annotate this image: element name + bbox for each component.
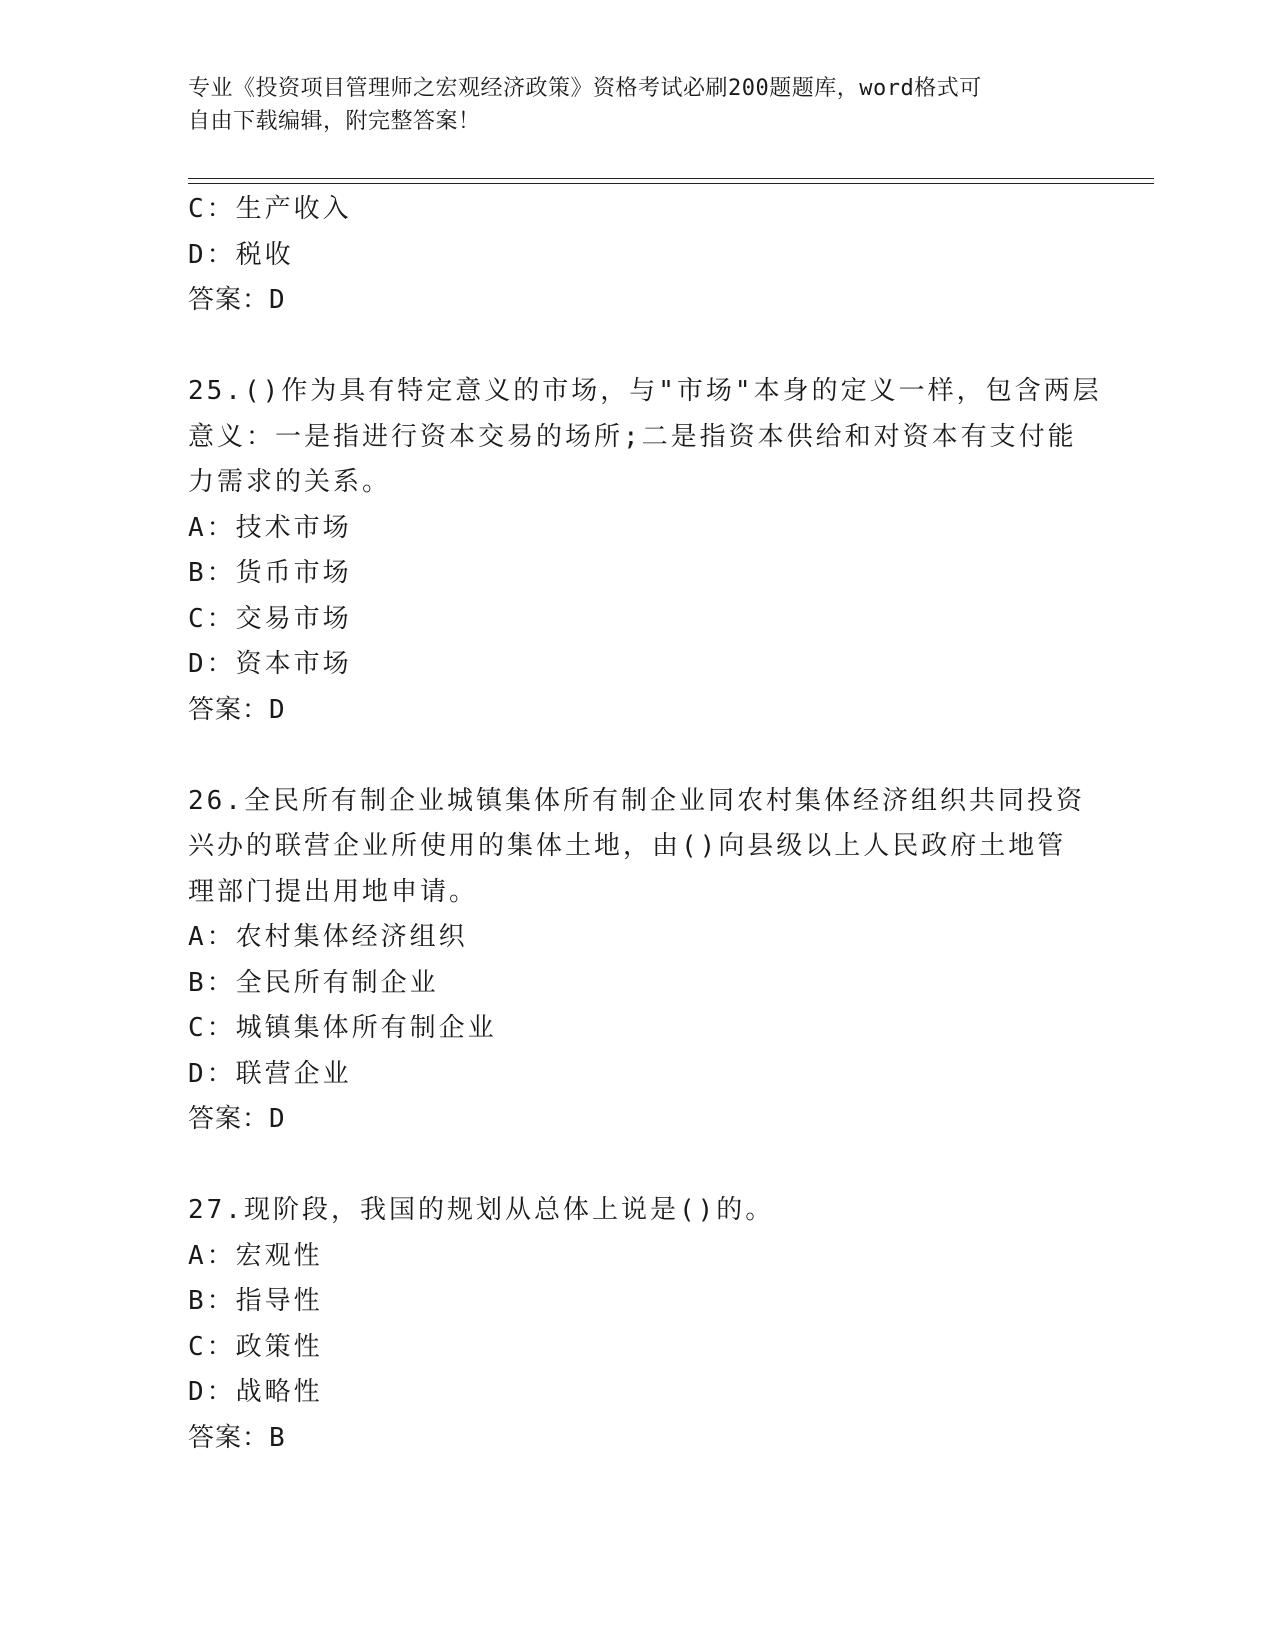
option-b: B：指导性	[188, 1286, 323, 1316]
page-header	[188, 72, 1068, 138]
option-c: C：政策性	[188, 1331, 323, 1362]
spacer	[188, 733, 1088, 779]
question-stem-line: 兴办的联营企业所使用的集体土地，由()向县级以上人民政府土地管	[188, 831, 1067, 861]
option-a: A：宏观性	[188, 1240, 323, 1271]
answer: 答案：D	[188, 694, 286, 725]
option-b: B：货币市场	[188, 558, 352, 588]
question-27	[188, 1188, 1088, 1461]
header-divider-top	[188, 178, 1154, 179]
answer: 答案：D	[188, 1104, 286, 1134]
header-line-2: 自由下载编辑，附完整答案！	[188, 109, 481, 134]
spacer	[188, 324, 1088, 370]
question-25	[188, 369, 1102, 733]
question-stem-line: 力需求的关系。	[188, 467, 392, 497]
question-stem-line: 25.()作为具有特定意义的市场，与"市场"本身的定义一样，包含两层	[188, 376, 1102, 406]
option-c: C：城镇集体所有制企业	[188, 1013, 497, 1043]
option-d: D：资本市场	[188, 649, 352, 679]
option-d: D：联营企业	[188, 1058, 352, 1089]
question-stem-line: 意义：一是指进行资本交易的场所;二是指资本供给和对资本有支付能	[188, 421, 1077, 452]
spacer	[188, 1143, 1088, 1189]
question-26	[188, 779, 1088, 1143]
question-stem-line: 26.全民所有制企业城镇集体所有制企业同农村集体经济组织共同投资	[188, 785, 1085, 816]
question-stem-line: 27.现阶段，我国的规划从总体上说是()的。	[188, 1195, 775, 1225]
option-d: D：战略性	[188, 1377, 323, 1407]
header-line-1: 专业《投资项目管理师之宏观经济政策》资格考试必刷200题题库，word格式可	[188, 76, 982, 101]
answer: 答案：D	[188, 285, 286, 315]
question-24-tail	[188, 187, 1088, 324]
option-d: D：税收	[188, 239, 294, 270]
option-c: C：交易市场	[188, 603, 352, 634]
option-c: C：生产收入	[188, 194, 352, 224]
header-divider-bottom	[188, 183, 1154, 184]
answer: 答案：B	[188, 1422, 286, 1453]
option-a: A：技术市场	[188, 512, 352, 543]
option-a: A：农村集体经济组织	[188, 922, 468, 952]
document-body	[188, 187, 1102, 1461]
option-b: B：全民所有制企业	[188, 967, 439, 998]
question-stem-line: 理部门提出用地申请。	[188, 876, 479, 907]
